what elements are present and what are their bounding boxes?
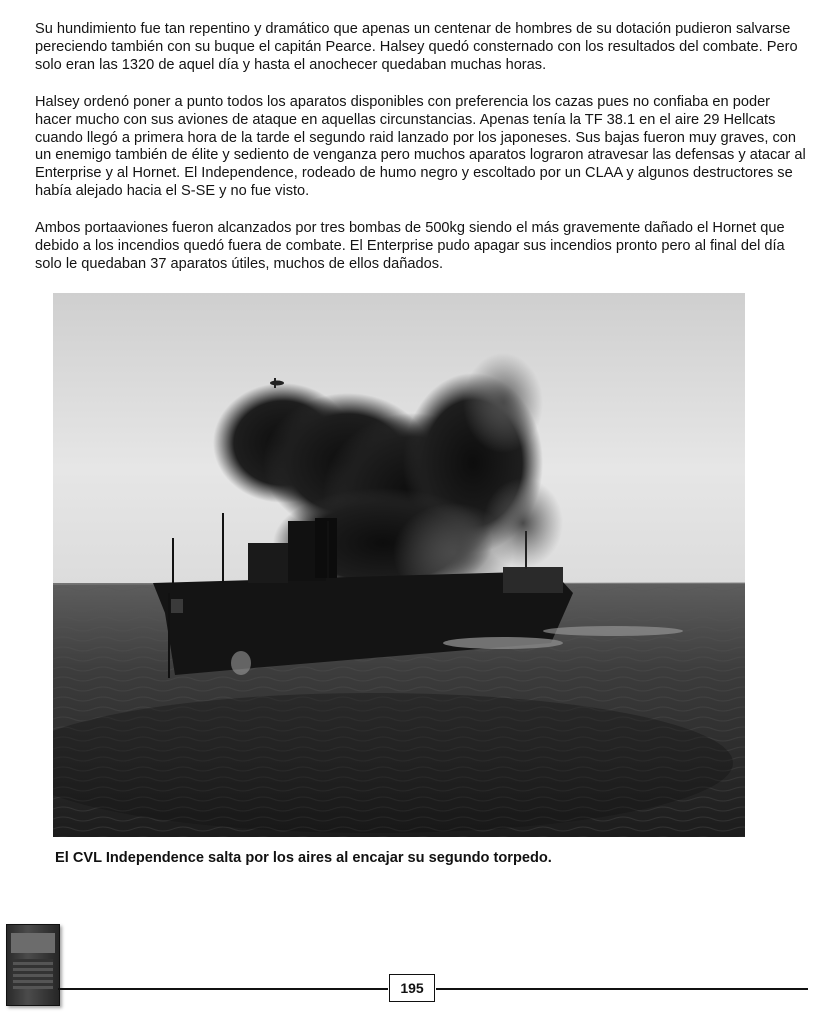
- book-cover-icon: [6, 924, 60, 1006]
- paragraph-1: Su hundimiento fue tan repentino y dramático que apenas un centenar de hombres de su dotación pudieron salvarse pereciendo también con su buque el capitán Pearce. Halsey quedó consternado con los resultados del combate. Pero solo eran las 1320 de aquel día y hasta el anochecer quedaban muchas horas.: [35, 21, 798, 73]
- footer-rule-left: [58, 988, 388, 990]
- ship-explosion-photo: [53, 293, 745, 837]
- footer-rule-right: [436, 988, 808, 990]
- paragraph-2: Halsey ordenó poner a punto todos los aparatos disponibles con preferencia los cazas pues no confiaba en poder hacer mucho con sus aviones de ataque en aquellas circunstancias. Apenas tenía la TF 38.1 en el aire 29 Hellcats cuando llegó a primera hora de la tarde el segundo raid lanzado por los japoneses. Sus bajas fueron muy graves, con un enemigo también de élite y sediento de venganza pero muchos aparatos lograron atravesar las defensas y atacar al Enterprise y al Hornet. El Independence, rodeado de humo negro y escoltado por un CLAA y algunos destructores se había alejado hacia el S-SE y no fue visto.: [35, 94, 806, 199]
- page-number: 195: [389, 974, 435, 1002]
- paragraph-3: Ambos portaaviones fueron alcanzados por tres bombas de 500kg siendo el más gravemente dañado el Hornet que debido a los incendios quedó fuera de combate. El Enterprise pudo apagar sus incendios pronto pero al final del día solo le quedaban 37 aparatos útiles, muchos de ellos dañados.: [35, 220, 785, 272]
- photo-caption: El CVL Independence salta por los aires al encajar su segundo torpedo.: [55, 850, 552, 866]
